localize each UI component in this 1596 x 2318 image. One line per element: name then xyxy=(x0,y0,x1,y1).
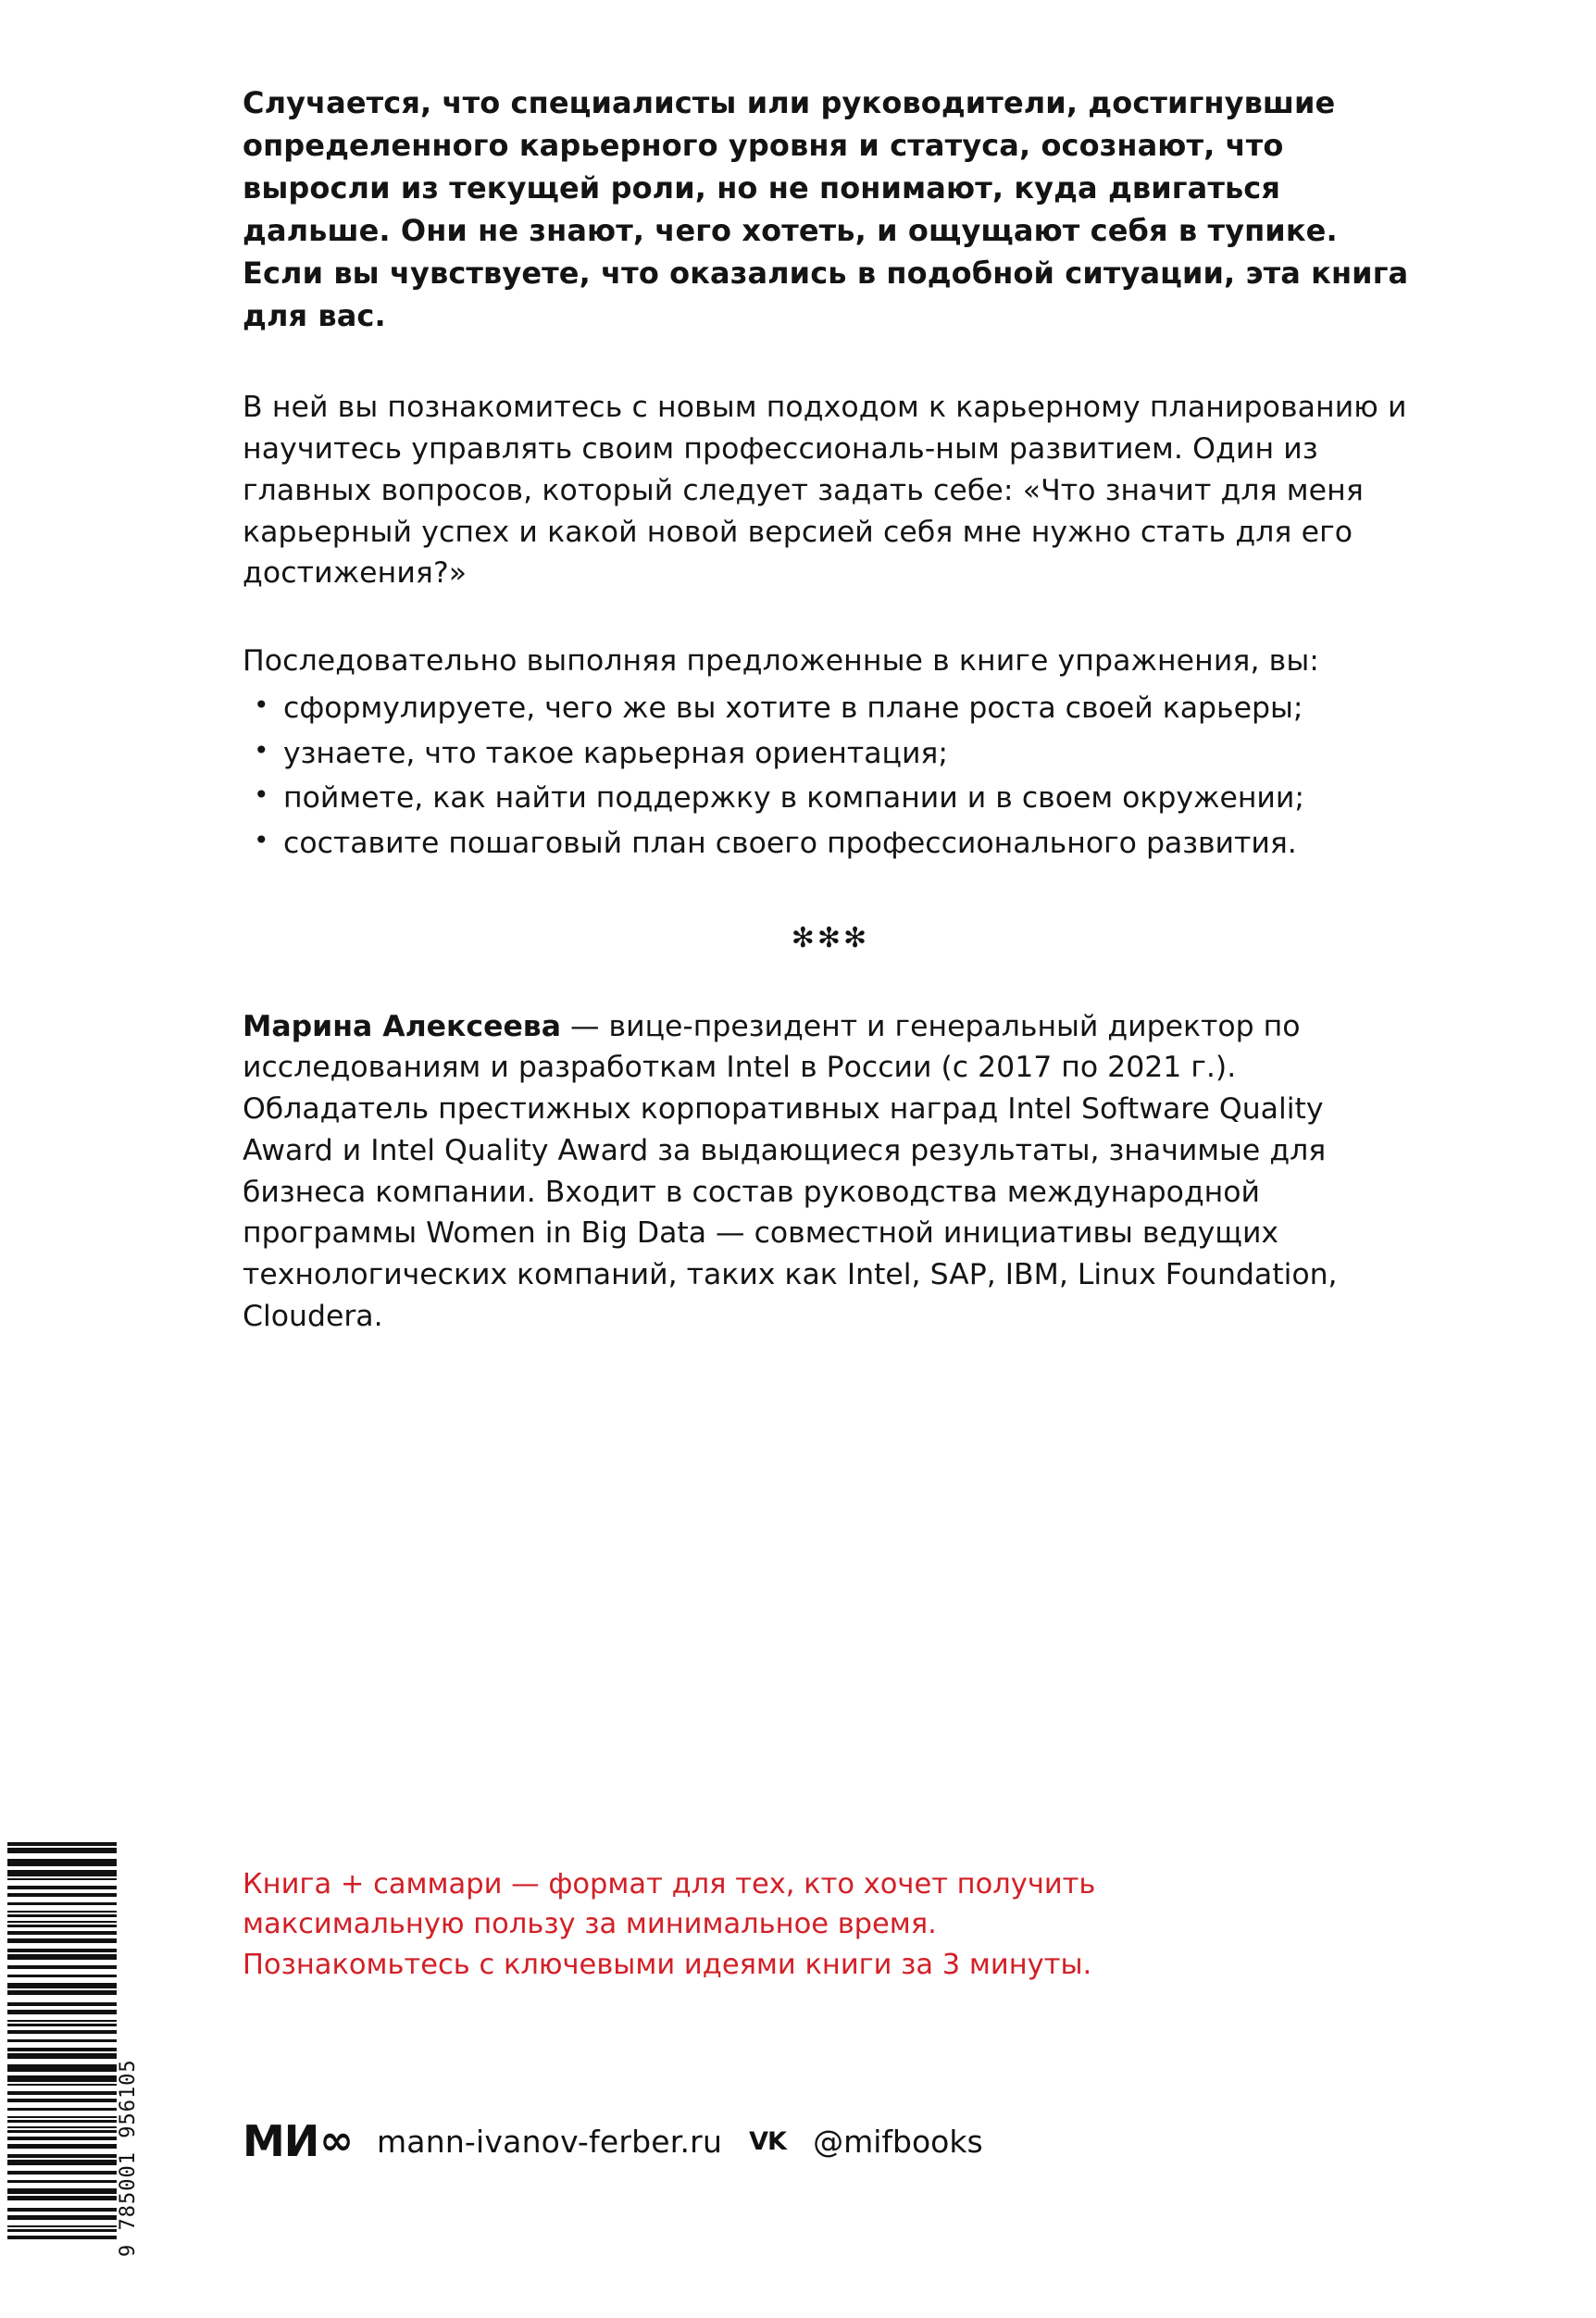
list-intro-paragraph: Последовательно выполняя предложенные в книге упражнения, вы: xyxy=(243,644,1320,679)
author-name: Марина Алексеева xyxy=(243,1009,561,1043)
benefits-list xyxy=(243,688,1418,865)
promo-line-2: максимальную пользу за минимальное время. xyxy=(243,1908,937,1941)
publisher-logo xyxy=(243,2116,353,2166)
main-text-block xyxy=(243,81,1418,1337)
list-item: • сформулируете, чего же вы хотите в плане роста своей карьеры; xyxy=(243,688,1418,729)
website-link[interactable]: mann-ivanov-ferber.ru xyxy=(376,2123,723,2160)
infinity-icon: ∞ xyxy=(319,2117,353,2164)
list-item: • поймете, как найти поддержку в компании и в своем окружении; xyxy=(243,778,1418,819)
barcode-block xyxy=(7,1842,174,2277)
promo-line-3: Познакомьтесь с ключевыми идеями книги за 3 минуты. xyxy=(243,1948,1092,1981)
lead-paragraph: Случается, что специалисты или руководители, достигнувшие определенного карьерного уровня и статуса, осознают, что выросли из текущей роли, но не понимают, куда двигаться дальше. Они не знают, чего хотеть, и ощущают себя в тупике. Если вы чувствуете, что оказались в подобной ситуации, эта книга для вас. xyxy=(243,85,1409,334)
author-bio-text: — вице-президент и генеральный директор по исследованиям и разработкам Intel в России (с 2017 по 2021 г.). Обладатель престижных корпоративных наград Intel Software Quality Award и Intel Quality Award за выдающиеся результаты, значимые для бизнеса компании. Входит в состав руководства международной программы Women in Big Data — совместной инициативы ведущих технологических компаний, таких как Intel, SAP, IBM, Linux Foundation, Cloudera. xyxy=(243,1009,1338,1333)
list-item: • узнаете, что такое карьерная ориентация; xyxy=(243,733,1418,775)
author-bio xyxy=(243,1006,1418,1338)
ornament-divider: ✻✻✻ xyxy=(791,921,870,954)
secondary-paragraph: В ней вы познакомитесь с новым подходом к карьерному планированию и научитесь управлять своим профессиональ-ным развитием. Один из главных вопросов, который следует задать себе: «Что значит для меня карьерный успех и какой новой версией себя мне нужно стать для его достижения?» xyxy=(243,391,1407,591)
promo-block xyxy=(243,1864,1381,1985)
barcode-bars xyxy=(7,1842,117,2240)
footer-bar xyxy=(243,2116,983,2166)
barcode-graphic xyxy=(7,1842,146,2257)
social-handle[interactable]: @mifbooks xyxy=(813,2123,983,2160)
publisher-logo-text: МИ xyxy=(243,2116,319,2166)
list-item: • составите пошаговый план своего профессионального развития. xyxy=(243,823,1418,865)
isbn-number: 9 785001 956105 xyxy=(117,2059,140,2257)
vk-icon[interactable]: VK xyxy=(749,2126,786,2156)
promo-line-1: Книга + саммари — формат для тех, кто хочет получить xyxy=(243,1868,1096,1901)
